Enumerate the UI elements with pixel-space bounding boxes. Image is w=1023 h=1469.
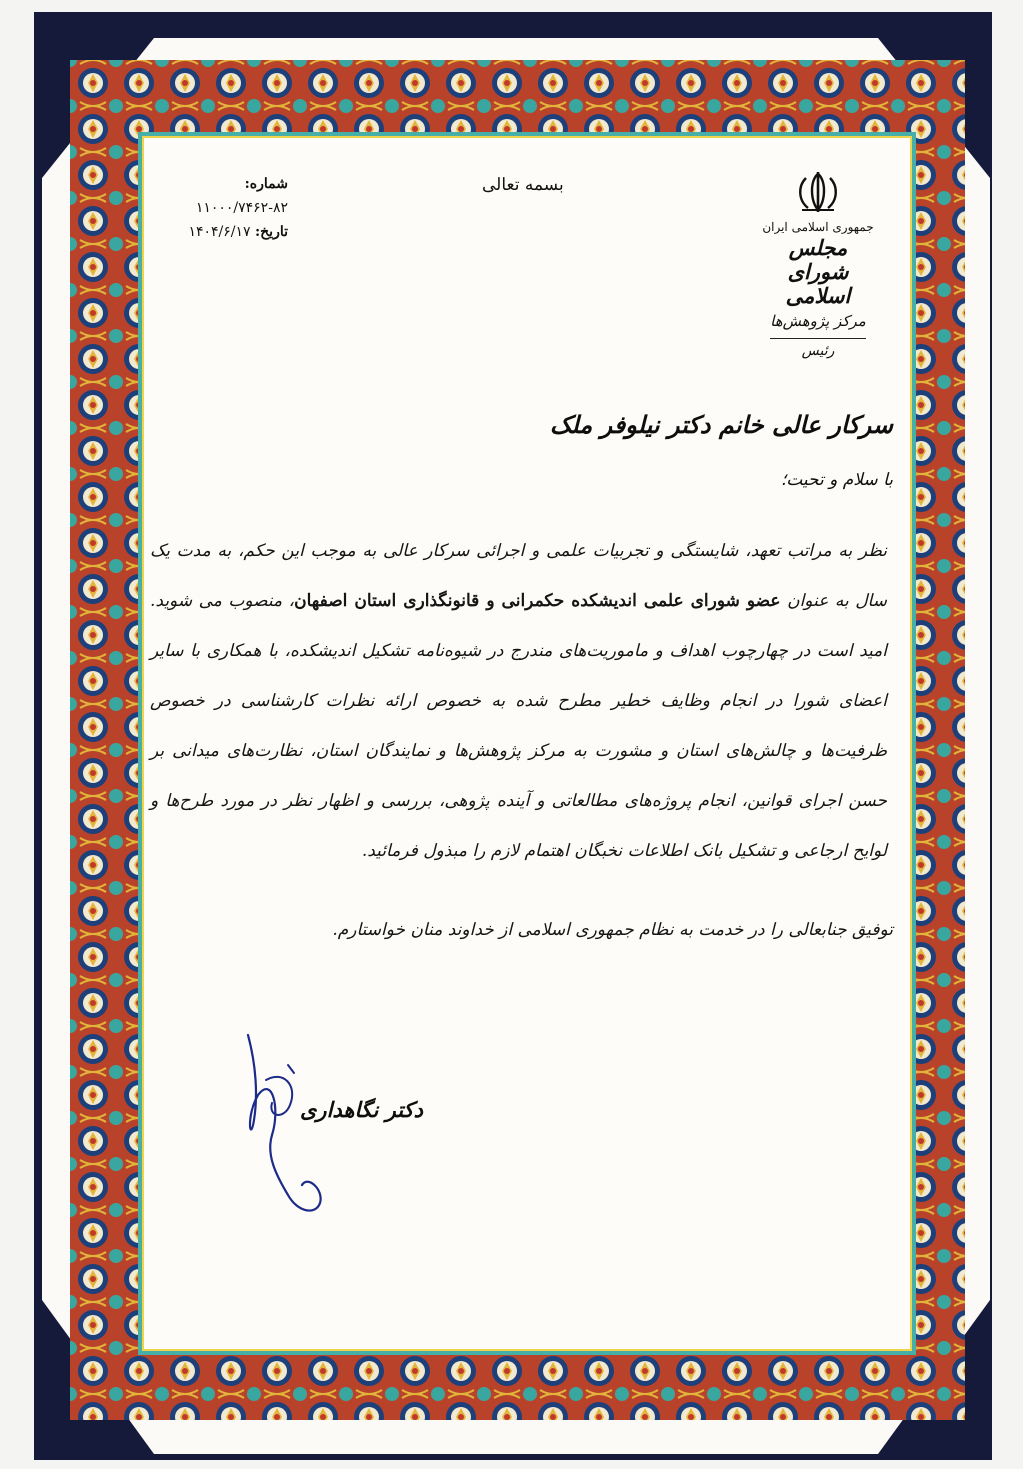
body-part-2: ، منصوب می شوید. امید است در چهارچوب اهداف و ماموریت‌های مندرج در شیوه‌نامه تشکیل اندیشکده، با همکاری با سایر اعضای شورا در انجام وظایف خطیر مطرح شده به خصوص ارائه نظرات کارشناسی در خصوص ظرفیت‌ها و چالش‌های استان و مشورت به مرکز پژوهش‌ها و نمایندگان استان، نظارت‌های میدانی بر حسن اجرای قوانین، انجام پروژه‌های مطالعاتی و آینده پژوهی، بررسی و اظهار نظر در مورد طرح‌ها و لوایح ارجاعی و تشکیل بانک اطلاعات نخبگان اهتمام لازم را مبذول فرمائید.: [150, 591, 887, 861]
number-label: شماره:: [244, 176, 288, 192]
letterhead-institution: مجلس شورای اسلامی: [785, 235, 851, 308]
letterhead: [758, 170, 878, 359]
date-label: تاریخ:: [254, 224, 288, 240]
letter-number-line: [158, 172, 288, 220]
letterhead-role: رئیس: [801, 343, 835, 359]
basmala: بسمه تعالی: [482, 175, 564, 195]
recipient-name: سرکار عالی خانم دکتر نیلوفر ملک: [549, 410, 893, 439]
letterhead-country: جمهوری اسلامی ایران: [762, 220, 874, 234]
greeting: با سلام و تحیت؛: [780, 470, 893, 490]
number-value: ۸۲-۱۱۰۰۰/۷۴۶۲: [195, 200, 288, 216]
handwritten-signature: [228, 1025, 338, 1225]
closing-line: توفیق جنابعالی را در خدمت به نظام جمهوری اسلامی از خداوند منان خواستارم.: [332, 920, 893, 940]
iran-emblem-icon: [788, 170, 848, 214]
date-value: ۱۴۰۴/۶/۱۷: [188, 224, 251, 240]
letter-date-line: [158, 220, 288, 244]
letterhead-center: مرکز پژوهش‌ها: [770, 312, 866, 330]
body-appointment-title: عضو شورای علمی اندیشکده حکمرانی و قانونگذاری استان اصفهان: [294, 591, 781, 611]
letter-body: [150, 526, 887, 876]
signer-name: دکتر نگاهداری: [300, 1097, 423, 1122]
letterhead-divider: [770, 338, 866, 339]
body-part-1: نظر به مراتب تعهد، شایستگی و تجربیات علمی و اجرائی سرکار عالی به موجب این حکم، به مدت یک سال به عنوان: [150, 541, 887, 611]
reference-block: [158, 172, 288, 244]
